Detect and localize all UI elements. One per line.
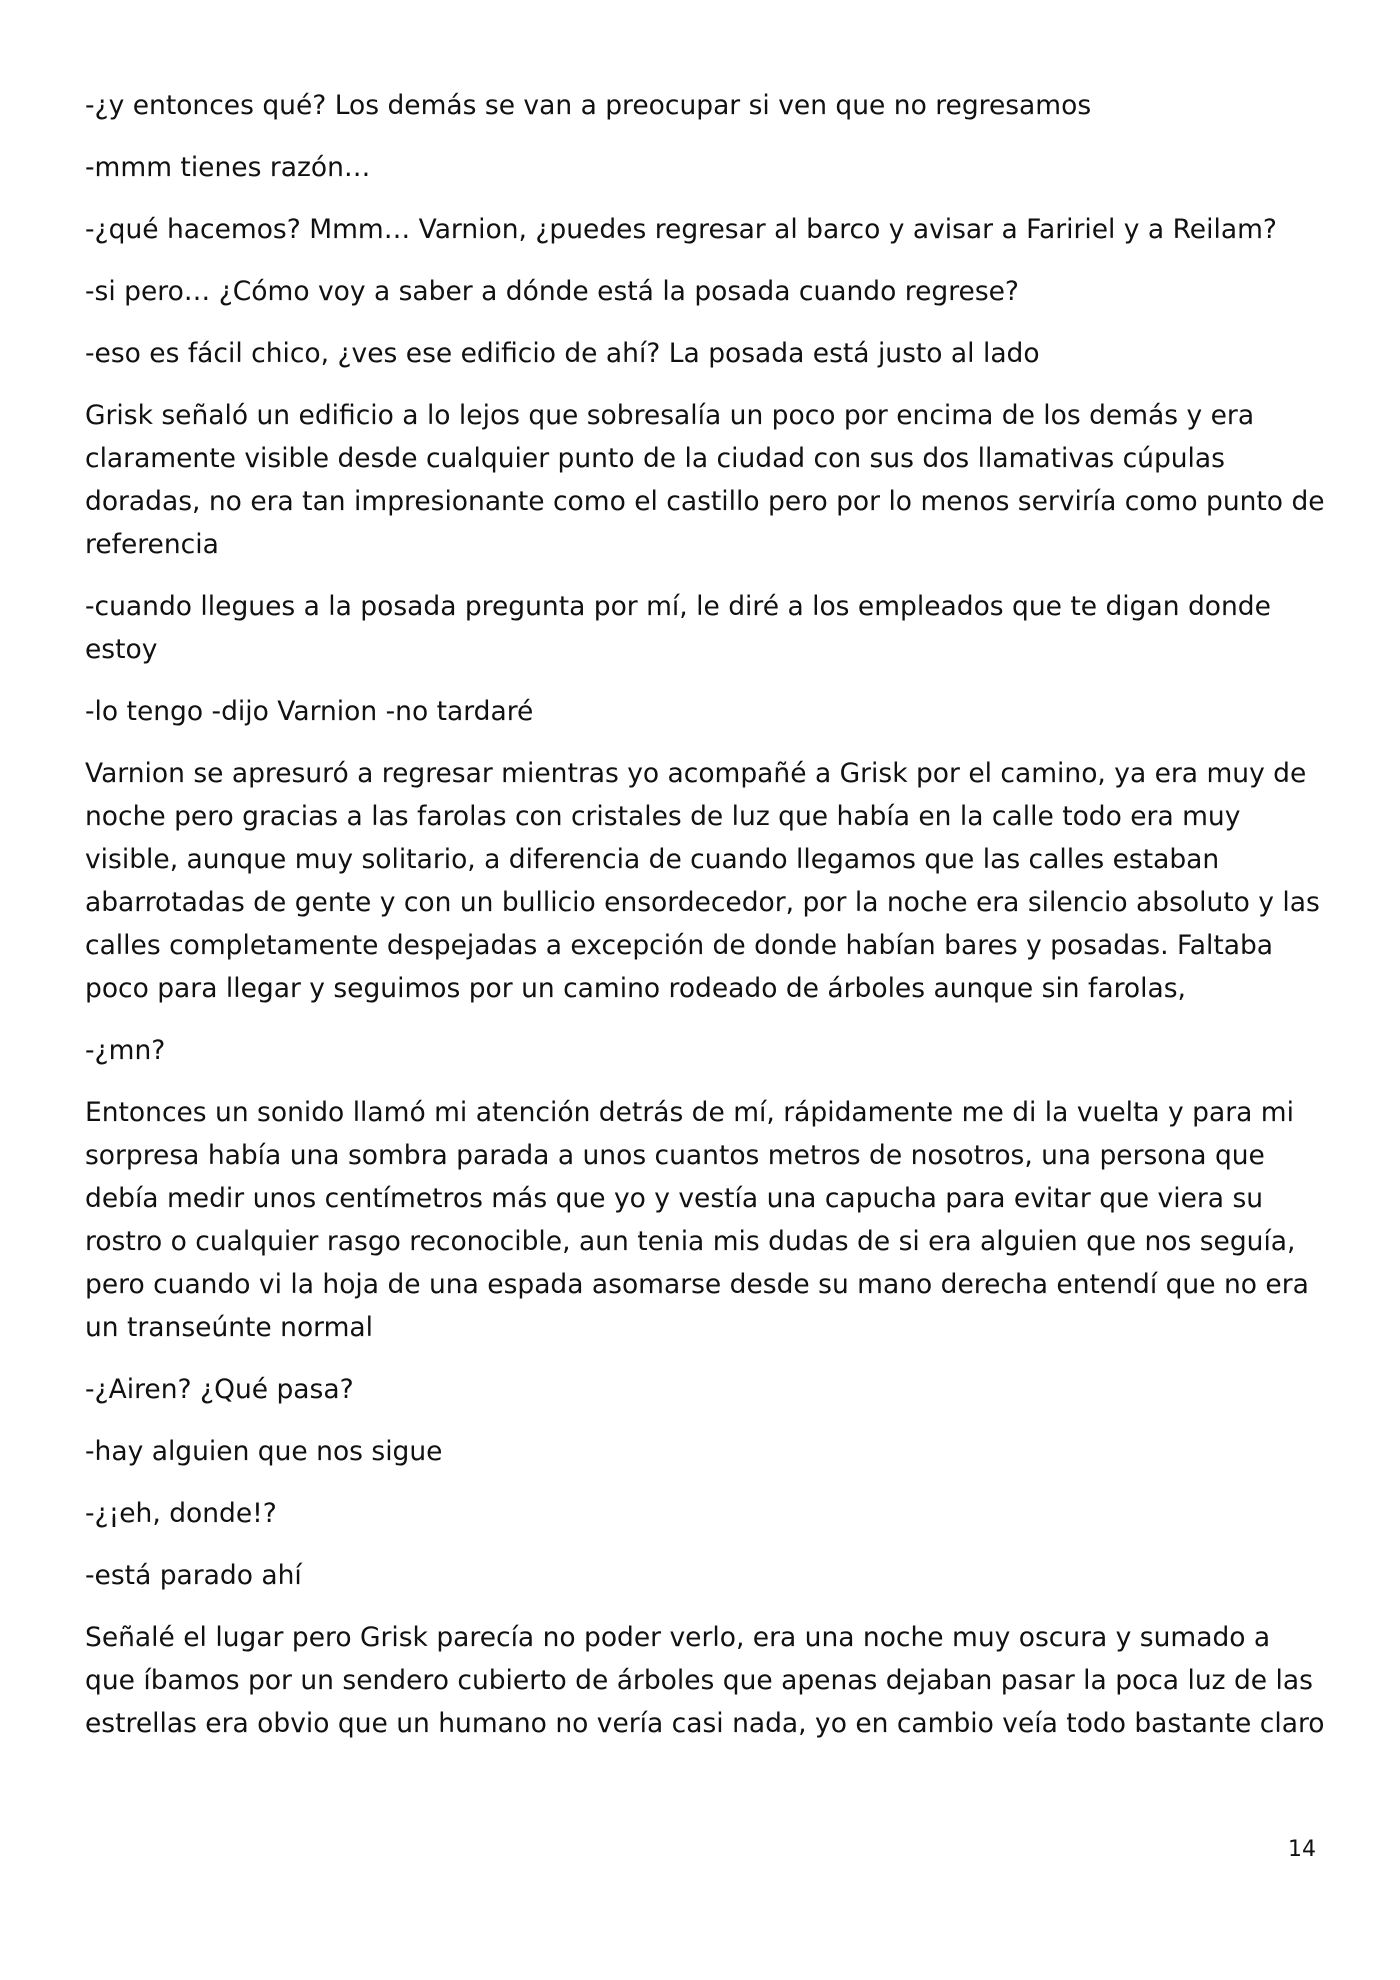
- paragraph: -si pero… ¿Cómo voy a saber a dónde está la posada cuando regrese?: [85, 276, 1019, 307]
- paragraph: -¿Airen? ¿Qué pasa?: [85, 1374, 354, 1405]
- paragraph: -lo tengo -dijo Varnion -no tardaré: [85, 696, 534, 727]
- paragraph: -¿¡eh, donde!?: [85, 1498, 277, 1529]
- paragraph: Grisk señaló un edificio a lo lejos que sobresalía un poco por encima de los demás y era claramente visible desde cualquier punto de la ciudad con sus dos llamativas cúpulas doradas, no era tan impresionante como el castillo pero por lo menos serviría como punto de referencia: [85, 400, 1325, 560]
- paragraph: -eso es fácil chico, ¿ves ese edificio de ahí? La posada está justo al lado: [85, 338, 1040, 369]
- paragraph: Varnion se apresuró a regresar mientras yo acompañé a Grisk por el camino, ya era muy de noche pero gracias a las farolas con cristales de luz que había en la calle todo era muy visible, aunque muy solitario, a diferencia de cuando llegamos que las calles estaban abarrotadas de gente y con un bullicio ensordecedor, por la noche era silencio absoluto y las calles completamente despejadas a excepción de donde habían bares y posadas. Faltaba poco para llegar y seguimos por un camino rodeado de árboles aunque sin farolas,: [85, 758, 1320, 1004]
- paragraph: -¿mn?: [85, 1035, 166, 1066]
- page-number: 14: [1288, 1837, 1316, 1862]
- text-body: [85, 84, 1325, 1764]
- paragraph: Señalé el lugar pero Grisk parecía no poder verlo, era una noche muy oscura y sumado a que íbamos por un sendero cubierto de árboles que apenas dejaban pasar la poca luz de las estrellas era obvio que un humano no vería casi nada, yo en cambio veía todo bastante claro: [85, 1622, 1325, 1739]
- paragraph: -¿y entonces qué? Los demás se van a preocupar si ven que no regresamos: [85, 90, 1092, 121]
- paragraph: -cuando llegues a la posada pregunta por mí, le diré a los empleados que te digan donde estoy: [85, 591, 1271, 665]
- paragraph: -¿qué hacemos? Mmm… Varnion, ¿puedes regresar al barco y avisar a Faririel y a Reilam?: [85, 214, 1277, 245]
- paragraph: -hay alguien que nos sigue: [85, 1436, 443, 1467]
- paragraph: Entonces un sonido llamó mi atención detrás de mí, rápidamente me di la vuelta y para mi sorpresa había una sombra parada a unos cuantos metros de nosotros, una persona que debía medir unos centímetros más que yo y vestía una capucha para evitar que viera su rostro o cualquier rasgo reconocible, aun tenia mis dudas de si era alguien que nos seguía, pero cuando vi la hoja de una espada asomarse desde su mano derecha entendí que no era un transeúnte normal: [85, 1097, 1309, 1343]
- paragraph: -está parado ahí: [85, 1560, 302, 1591]
- paragraph: -mmm tienes razón…: [85, 152, 371, 183]
